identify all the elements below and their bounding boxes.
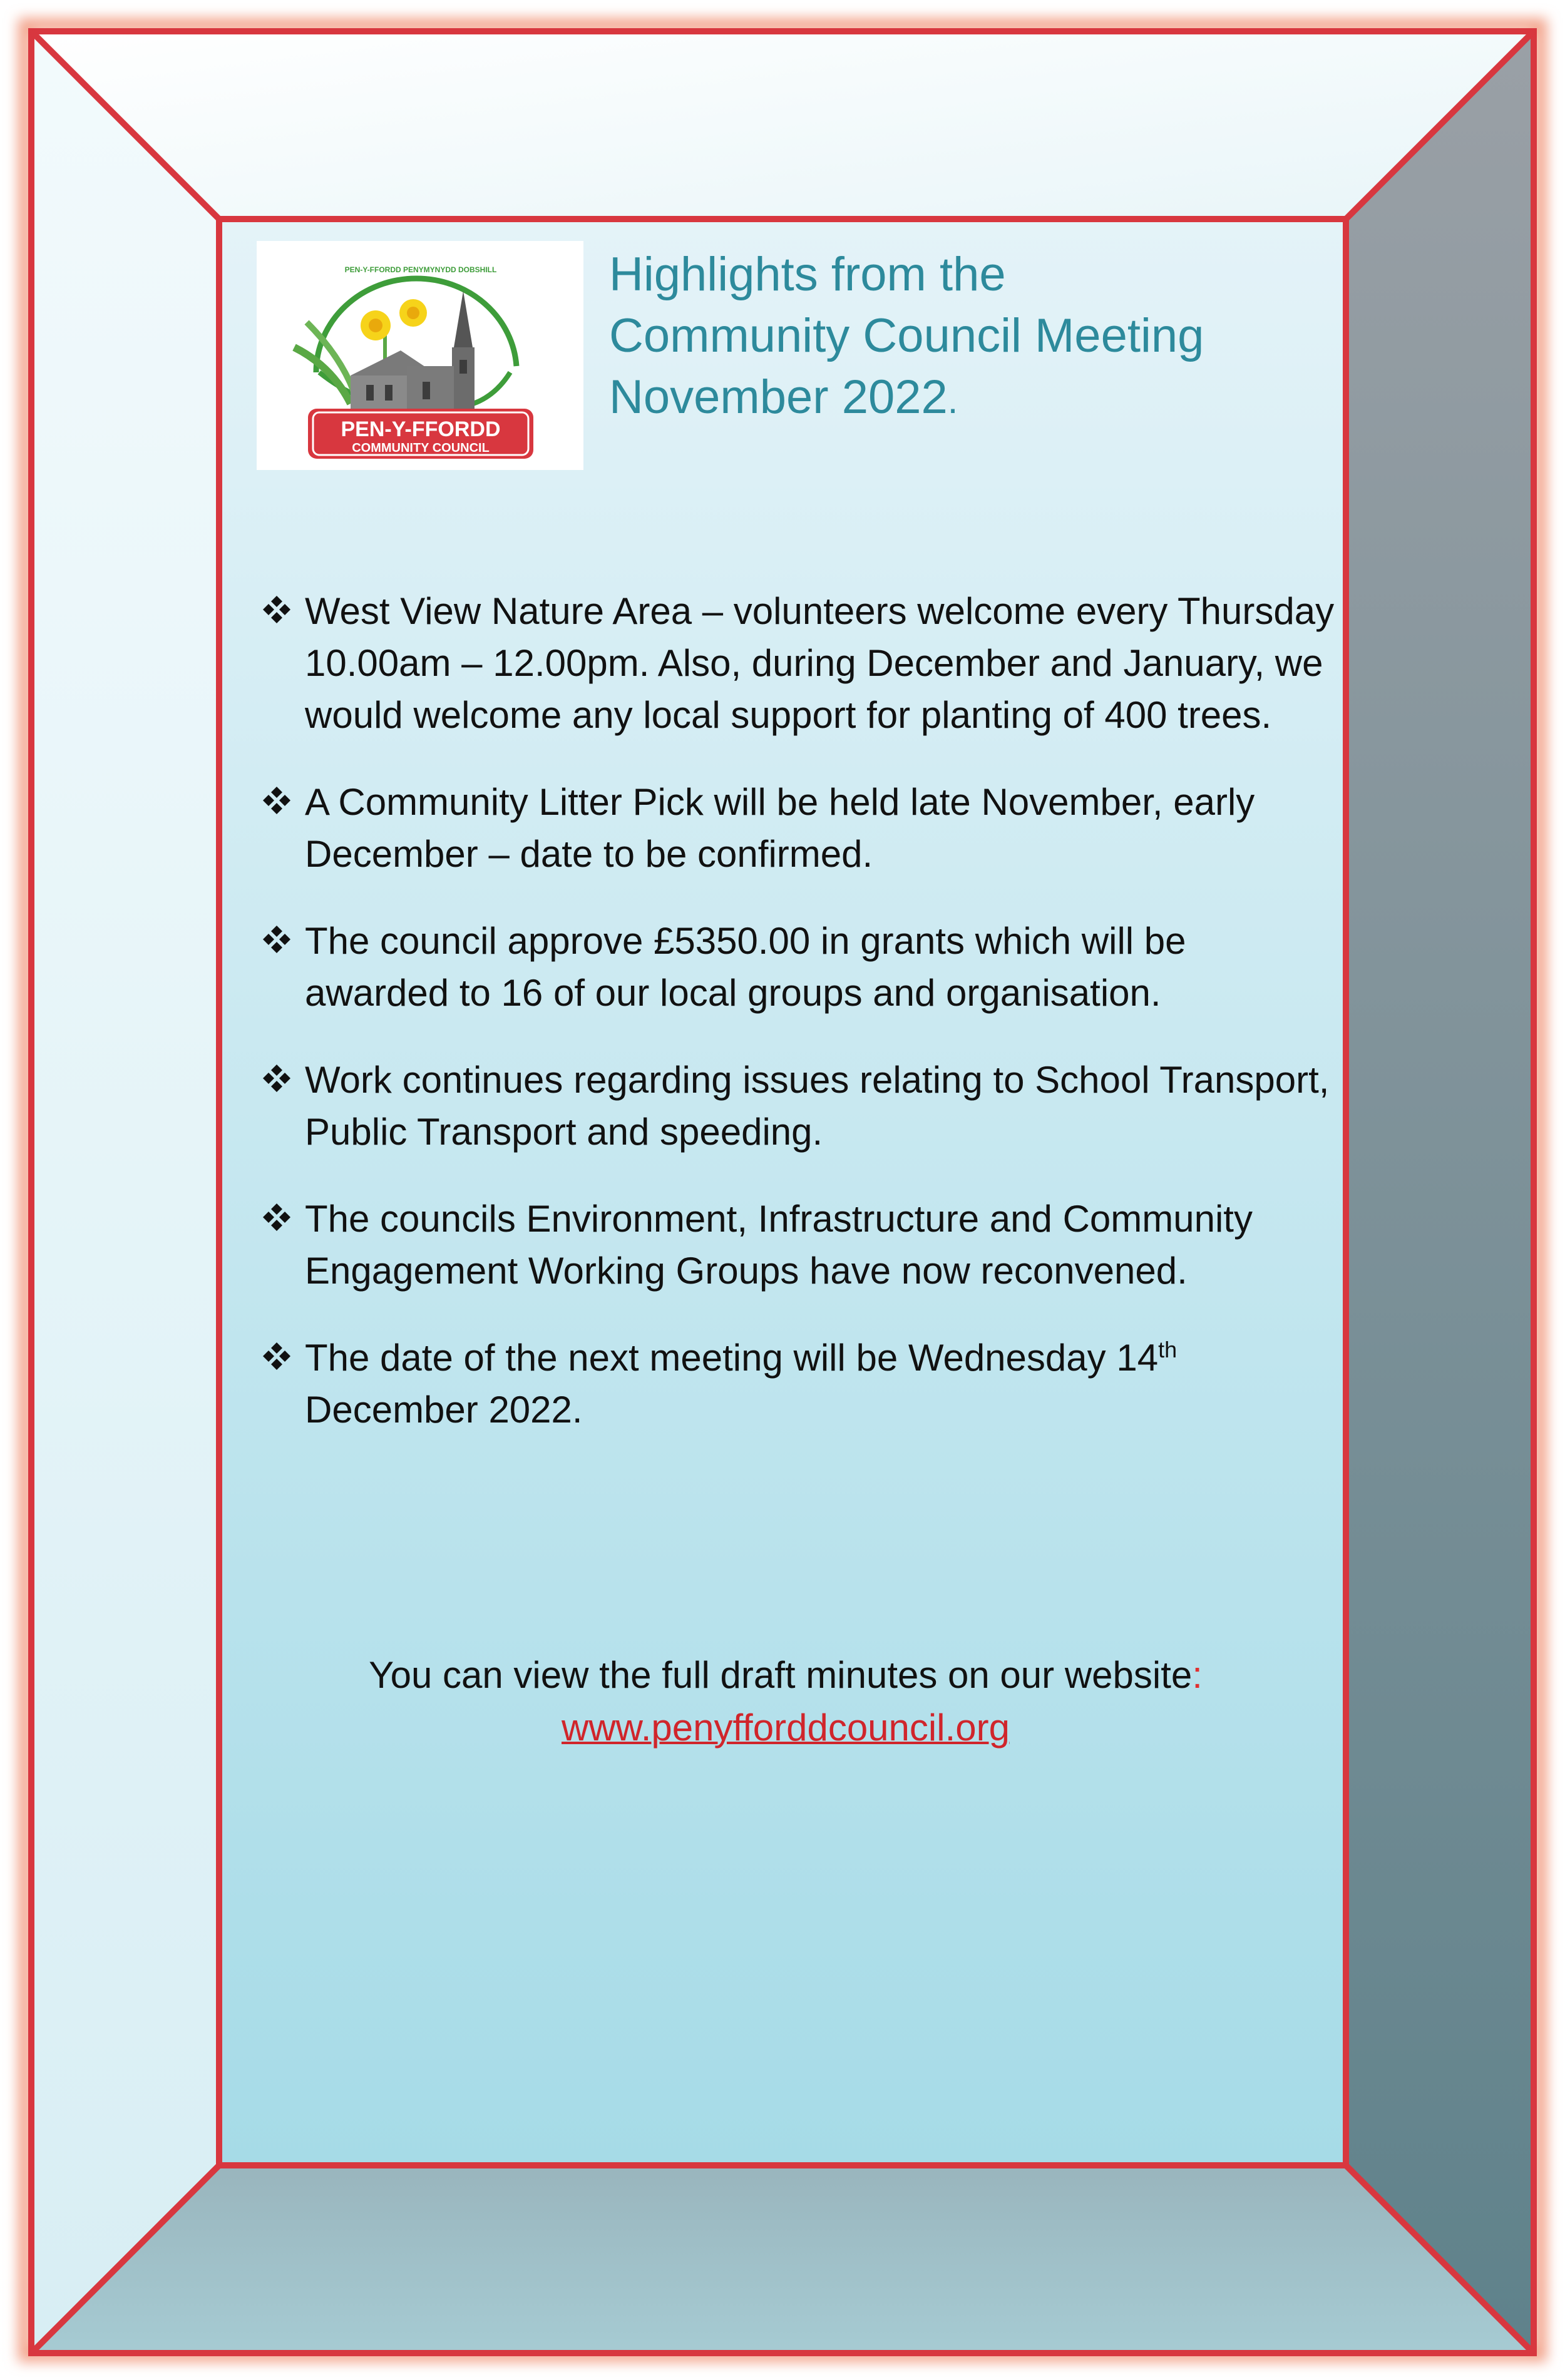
list-item xyxy=(261,915,1338,1019)
list-item-text xyxy=(305,1332,1338,1436)
content-panel xyxy=(225,225,1346,2159)
left-bevel xyxy=(31,31,219,2353)
footer-text: You can view the full draft minutes on our website xyxy=(369,1654,1193,1696)
title-line-1: Highlights from the xyxy=(609,248,1006,301)
four-diamond-bullet-icon xyxy=(261,1202,292,1233)
list-item xyxy=(261,1332,1338,1436)
title-line-2: Community Council Meeting xyxy=(609,309,1204,362)
list-item xyxy=(261,1193,1338,1297)
logo-name-line1: PEN-Y-FFORDD xyxy=(341,417,501,441)
list-item-text: The council approve £5350.00 in grants which will be awarded to 16 of our local groups and organisation. xyxy=(305,920,1186,1014)
four-diamond-bullet-icon xyxy=(261,785,292,816)
four-diamond-bullet-icon xyxy=(261,924,292,955)
four-diamond-bullet-icon xyxy=(261,594,292,625)
bottom-bevel xyxy=(31,2165,1534,2353)
four-diamond-bullet-icon xyxy=(261,1341,292,1372)
next-meeting-date-tail: December 2022. xyxy=(305,1389,583,1431)
logo-name-line2: COMMUNITY COUNCIL xyxy=(352,441,490,455)
list-item-text: A Community Litter Pick will be held late November, early December – date to be confirmed. xyxy=(305,781,1255,875)
title-line-3: November 2022 xyxy=(609,370,948,424)
list-item-text: Work continues regarding issues relating to School Transport, Public Transport and speeding. xyxy=(305,1059,1330,1153)
list-item xyxy=(261,1054,1338,1158)
list-item xyxy=(261,776,1338,880)
footer-colon: : xyxy=(1192,1654,1203,1696)
title-trailing-dot: . xyxy=(947,379,958,421)
four-diamond-bullet-icon xyxy=(261,1063,292,1094)
logo-arc-text: PEN-Y-FFORDD PENYMYNYDD DOBSHILL xyxy=(344,265,497,274)
list-item xyxy=(261,585,1338,741)
highlights-list xyxy=(261,585,1338,1471)
right-bevel xyxy=(1346,31,1534,2353)
list-item-text: The councils Environment, Infrastructure and Community Engagement Working Groups have now reconvened. xyxy=(305,1198,1253,1292)
list-item-text: West View Nature Area – volunteers welcome every Thursday 10.00am – 12.00pm. Also, during December and January, we would welcome any local support for planting of 400 trees. xyxy=(305,590,1335,736)
footer-note xyxy=(225,1649,1346,1754)
date-ordinal-suffix: th xyxy=(1158,1337,1178,1362)
next-meeting-text: The date of the next meeting will be Wednesday 14 xyxy=(305,1337,1159,1379)
website-link[interactable]: www.penyfforddcouncil.org xyxy=(562,1707,1010,1749)
page-title xyxy=(609,244,1329,431)
top-bevel xyxy=(31,31,1534,219)
council-logo xyxy=(257,241,583,470)
daffodil-flowers xyxy=(361,299,427,340)
